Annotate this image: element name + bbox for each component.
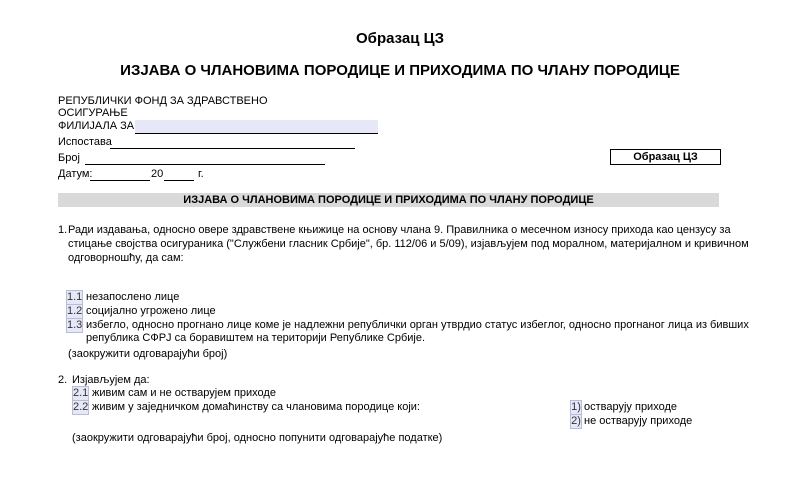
branch-field-underline: [135, 133, 378, 134]
form-code-box: Образац ЦЗ: [610, 149, 721, 165]
page-title: ИЗЈАВА О ЧЛАНОВИМА ПОРОДИЦЕ И ПРИХОДИМА ПО ЧЛАНУ ПОРОДИЦЕ: [120, 62, 680, 79]
form-code-heading: Образац ЦЗ: [356, 30, 444, 47]
option-1-1-number[interactable]: 1.1: [67, 291, 83, 303]
institution-name-line2: ОСИГУРАЊЕ: [58, 107, 128, 119]
section-title-bar: ИЗЈАВА О ЧЛАНОВИМА ПОРОДИЦЕ И ПРИХОДИМА ПО ЧЛАНУ ПОРОДИЦЕ: [58, 193, 719, 207]
option-2-1-text: живим сам и не остварујем приходе: [92, 387, 276, 399]
suboption-1-text: остварују приходе: [584, 401, 677, 413]
item2-intro: Изјављујем да:: [72, 374, 150, 386]
branch-field[interactable]: [135, 120, 378, 134]
option-2-2-text: живим у заједничком домаћинству са члановима породице који:: [92, 401, 420, 413]
number-field[interactable]: [85, 164, 325, 165]
suboption-2-number[interactable]: 2): [571, 415, 581, 427]
item1-text-line2: стицање својства осигураника ("Службени гласник Србије", бр. 112/06 и 5/09), изјављујем под моралном, материјалном и кривичном: [68, 238, 749, 250]
option-2-1-number[interactable]: 2.1: [73, 387, 89, 399]
option-1-3-text-line2: република СФРЈ са боравиштем на територији Републике Србије.: [86, 332, 426, 344]
item2-note: (заокружити одговарајући број, односно попунити одговарајуће податке): [72, 432, 443, 444]
item1-number: 1.: [58, 224, 68, 236]
suboption-2-text: не остварују приходе: [584, 415, 693, 427]
date-year-field[interactable]: [164, 180, 194, 181]
option-1-1-text: незапослено лице: [86, 291, 180, 303]
item1-text-line1: Ради издавања, односно овере здравствене књижице на основу члана 9. Правилника о месечном износу прихода као цензусу за: [68, 224, 731, 236]
branch-label: ФИЛИЈАЛА ЗА: [58, 120, 135, 132]
office-field[interactable]: [110, 148, 355, 149]
option-1-3-number[interactable]: 1.3: [67, 319, 83, 331]
office-label: Испостава: [58, 136, 112, 148]
number-label: Број: [58, 152, 80, 164]
option-2-2-number[interactable]: 2.2: [73, 401, 89, 413]
date-year-prefix: 20: [151, 168, 164, 180]
option-1-2-text: социјално угрожено лице: [86, 305, 216, 317]
institution-name-line1: РЕПУБЛИЧКИ ФОНД ЗА ЗДРАВСТВЕНО: [58, 95, 268, 107]
item2-number: 2.: [58, 374, 68, 386]
item1-text-line3: одговорношћу, да сам:: [68, 252, 184, 264]
suboption-1-number[interactable]: 1): [571, 401, 581, 413]
date-year-suffix: г.: [198, 168, 204, 180]
option-1-3-text: избегло, односно прогнано лице коме је надлежни републички орган утврдио статус избеглог, односно прогнаног лица из бивших: [86, 319, 749, 331]
date-label: Датум:: [58, 168, 93, 180]
date-day-month-field[interactable]: [90, 180, 150, 181]
option-1-2-number[interactable]: 1.2: [67, 305, 83, 317]
item1-note: (заокружити одговарајући број): [68, 348, 228, 360]
